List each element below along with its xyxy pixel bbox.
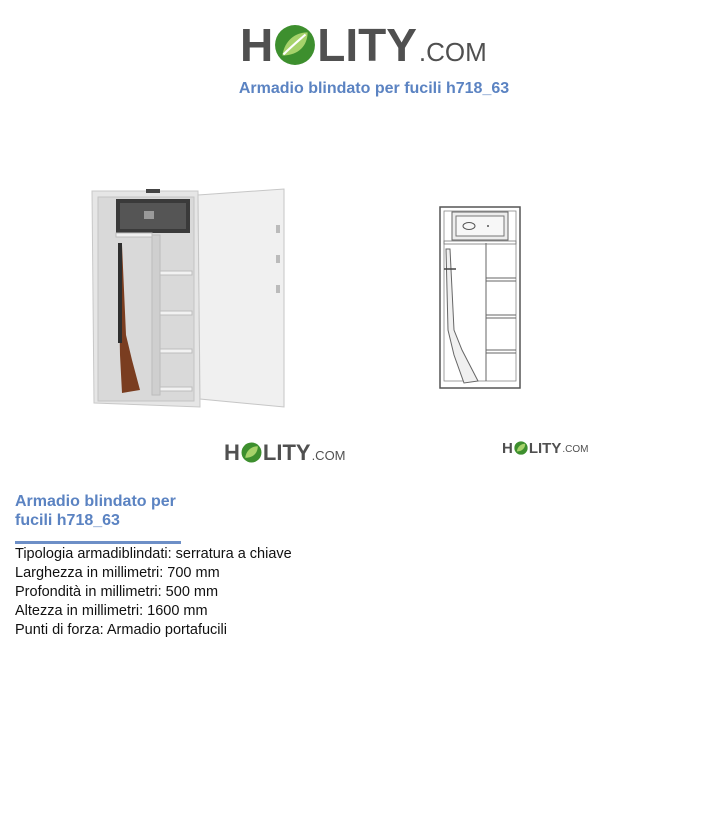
spec-item: Altezza in millimetri: 1600 mm xyxy=(15,603,208,619)
cabinet-diagram[interactable] xyxy=(438,205,522,390)
logo-letter-h: H xyxy=(240,19,274,71)
page-title: Armadio blindato per fucili h718_63 xyxy=(238,80,510,97)
logo-letters-lity: LITY xyxy=(317,19,417,71)
spec-item: Profondità in millimetri: 500 mm xyxy=(15,584,219,600)
product-heading xyxy=(15,492,200,530)
logo-dotcom: .COM xyxy=(418,37,487,67)
cabinet-photo[interactable] xyxy=(88,185,288,410)
logo-letter-h: H xyxy=(224,440,240,465)
heading-underline xyxy=(15,541,181,544)
spec-item: Larghezza in millimetri: 700 mm xyxy=(15,565,220,581)
product-heading-line-2: fucili h718_63 xyxy=(15,512,120,529)
holity-logo-small xyxy=(502,436,588,456)
holity-logo[interactable] xyxy=(240,12,487,71)
green-leaf-o-icon xyxy=(274,24,316,66)
product-heading-line-1: Armadio blindato per xyxy=(15,493,176,510)
logo-dotcom: .COM xyxy=(311,448,346,463)
logo-letters-lity: LITY xyxy=(262,440,311,465)
green-leaf-o-icon xyxy=(514,441,528,455)
spec-item: Tipologia armadiblindati: serratura a chiave xyxy=(15,546,292,562)
logo-letter-h: H xyxy=(502,440,513,457)
green-leaf-o-icon xyxy=(241,442,262,463)
logo-letters-lity: LITY xyxy=(528,440,562,457)
spec-list xyxy=(15,545,292,640)
spec-item: Punti di forza: Armadio portafucili xyxy=(15,622,227,638)
holity-logo-small xyxy=(224,436,346,464)
logo-dotcom: .COM xyxy=(562,444,589,455)
